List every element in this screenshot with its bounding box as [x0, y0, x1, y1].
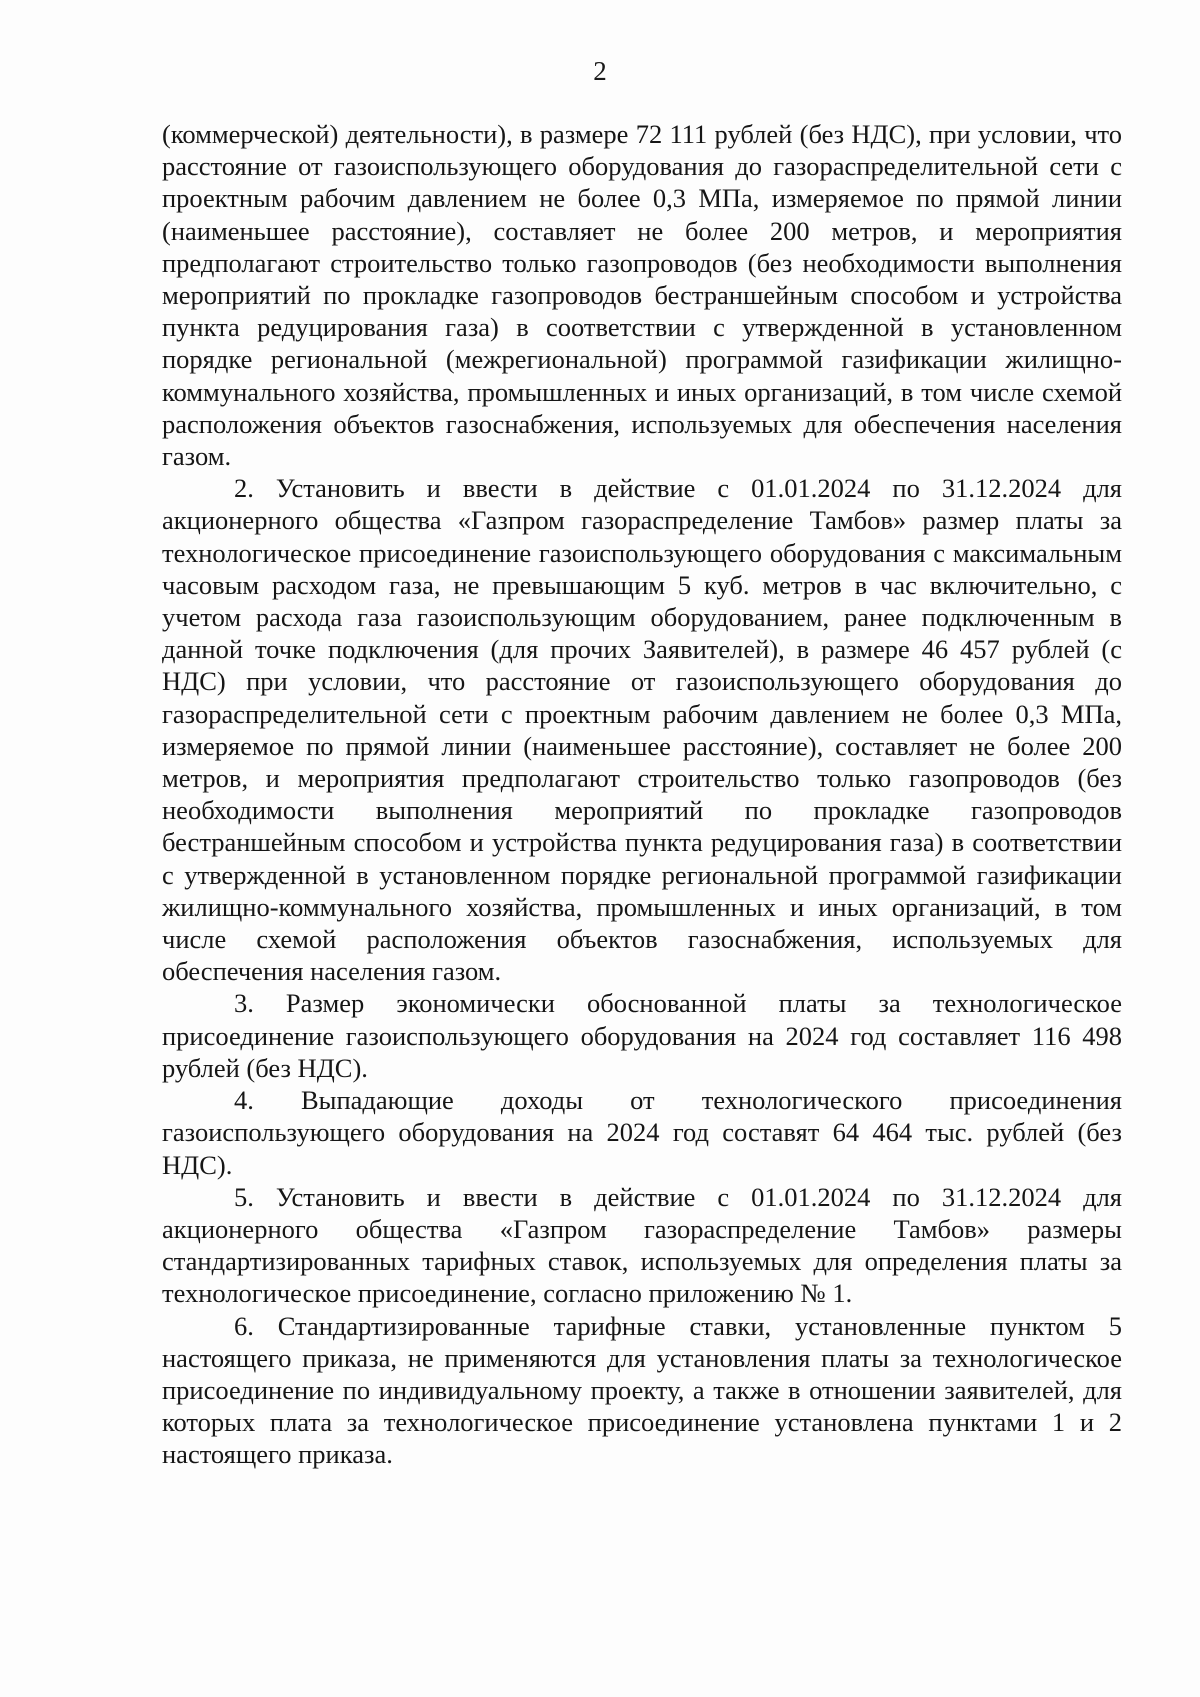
- paragraph-continuation: (коммерческой) деятельности), в размере 72 111 рублей (без НДС), при условии, что расстояние от газоиспользующего оборудования до газораспределительной сети с проектным рабочим давлением не более 0,3 МПа, измеряемое по прямой линии (наименьшее расстояние), составляет не более 200 метров, и мероприятия предполагают строительство только газопроводов (без необходимости выполнения мероприятий по прокладке газопроводов бестраншейным способом и устройства пункта редуцирования газа) в соответствии с утвержденной в установленном порядке региональной (межрегиональной) программой газификации жилищно-коммунального хозяйства, промышленных и иных организаций, в том числе схемой расположения объектов газоснабжения, используемых для обеспечения населения газом.: [162, 119, 1122, 472]
- paragraph-item-4: 4. Выпадающие доходы от технологического присоединения газоиспользующего оборудования на 2024 год составят 64 464 тыс. рублей (без НДС).: [162, 1085, 1122, 1180]
- paragraph-item-2: 2. Установить и ввести в действие с 01.01.2024 по 31.12.2024 для акционерного общества «Газпром газораспределение Тамбов» размер платы за технологическое присоединение газоиспользующего оборудования с максимальным часовым расходом газа, не превышающим 5 куб. метров в час включительно, с учетом расхода газа газоиспользующим оборудованием, ранее подключенным в данной точке подключения (для прочих Заявителей), в размере 46 457 рублей (с НДС) при условии, что расстояние от газоиспользующего оборудования до газораспределительной сети с проектным рабочим давлением не более 0,3 МПа, измеряемое по прямой линии (наименьшее расстояние), составляет не более 200 метров, и мероприятия предполагают строительство только газопроводов (без необходимости выполнения мероприятий по прокладке газопроводов бестраншейным способом и устройства пункта редуцирования газа) в соответствии с утвержденной в установленном порядке региональной программой газификации жилищно-коммунального хозяйства, промышленных и иных организаций, в том числе схемой расположения объектов газоснабжения, используемых для обеспечения населения газом.: [162, 473, 1122, 987]
- paragraph-item-6: 6. Стандартизированные тарифные ставки, установленные пунктом 5 настоящего приказа, не применяются для установления платы за технологическое присоединение по индивидуальному проекту, а также в отношении заявителей, для которых плата за технологическое присоединение установлена пунктами 1 и 2 настоящего приказа.: [162, 1310, 1122, 1470]
- paragraph-item-5: 5. Установить и ввести в действие с 01.01.2024 по 31.12.2024 для акционерного общества «Газпром газораспределение Тамбов» размеры стандартизированных тарифных ставок, используемых для определения платы за технологическое присоединение, согласно приложению № 1.: [162, 1181, 1122, 1309]
- paragraph-item-3: 3. Размер экономически обоснованной платы за технологическое присоединение газоиспользующего оборудования на 2024 год составляет 116 498 рублей (без НДС).: [162, 988, 1122, 1083]
- page-number: 2: [593, 56, 607, 86]
- document-body: [162, 118, 1122, 1471]
